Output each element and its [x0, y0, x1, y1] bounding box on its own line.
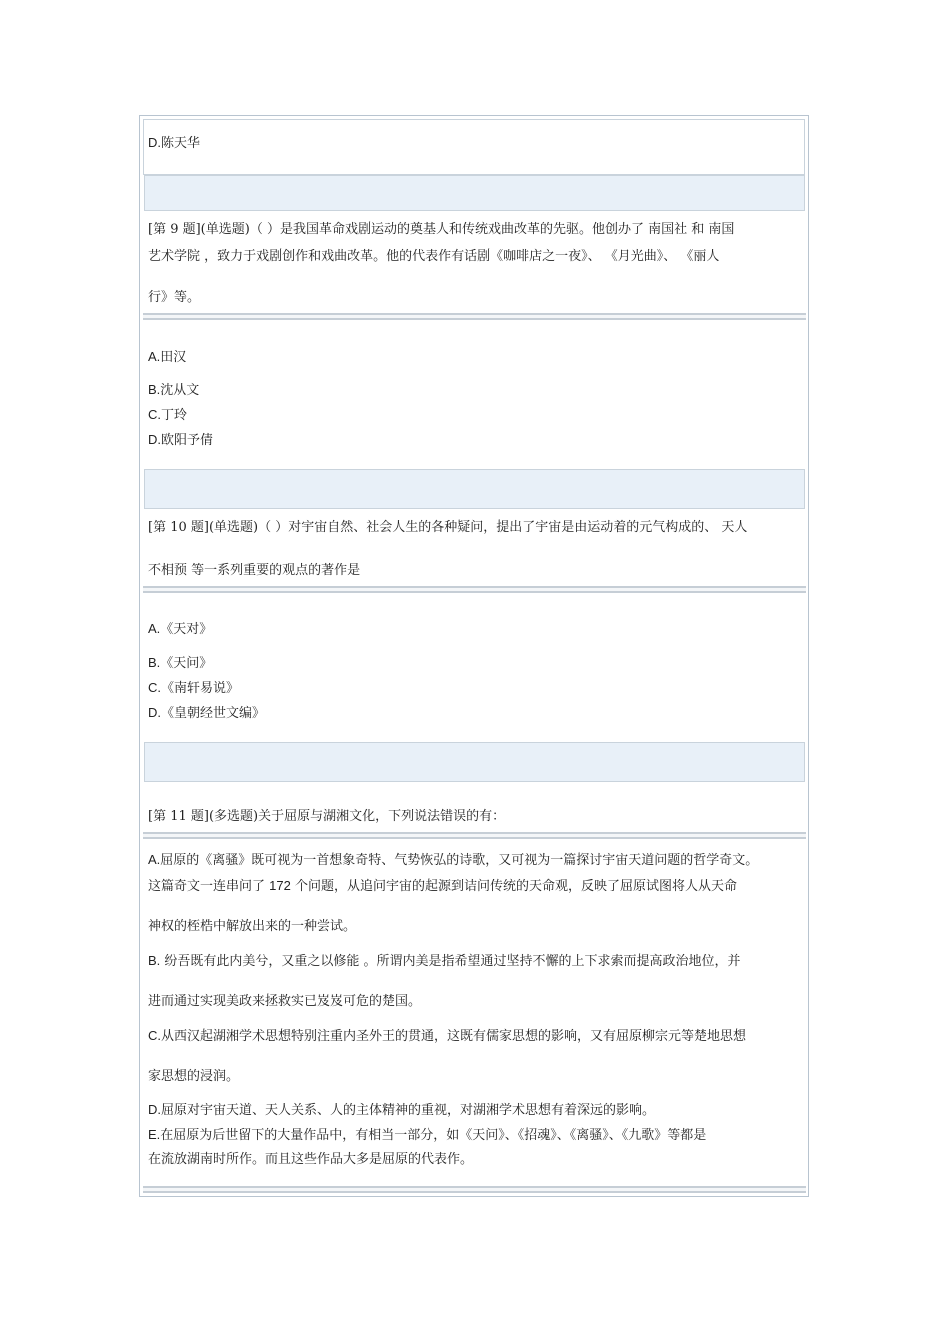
q9-divider [143, 313, 806, 320]
q10-feedback-bar [144, 742, 805, 782]
q8-answer-box [143, 119, 805, 175]
q8-option-d[interactable]: D.陈天华 [148, 135, 201, 151]
q9-stem-line3: 行》等。 [148, 290, 201, 305]
q11-option-a-line1[interactable]: A.屈原的《离骚》既可视为一首想象奇特、气势恢弘的诗歌，又可视为一篇探讨宇宙天道问题的哲学奇文。 [148, 852, 759, 868]
q10-divider [143, 586, 806, 593]
q10-stem-line2: 不相预 等一系列重要的观点的著作是 [148, 563, 361, 578]
q10-option-b[interactable]: B.《天问》 [148, 655, 213, 671]
q11-stem-line1: [第 11 题](多选题)关于屈原与湖湘文化，下列说法错误的有： [148, 809, 506, 824]
q9-stem-line2: 艺术学院 ，致力于戏剧创作和戏曲改革。他的代表作有话剧《咖啡店之一夜》、 《月光曲》、 《丽人 [148, 249, 720, 264]
q9-option-a[interactable]: A.田汉 [148, 349, 187, 365]
q9-option-d[interactable]: D.欧阳予倩 [148, 432, 214, 448]
q11-option-b-line2: 进而通过实现美政来拯救实已岌岌可危的楚国。 [148, 994, 422, 1009]
q11-option-a-line2: 这篇奇文一连串问了 172 个问题，从追问宇宙的起源到诘问传统的天命观，反映了屈原试图将人从天命 [148, 878, 737, 894]
q11-option-d[interactable]: D.屈原对宇宙天道、天人关系、人的主体精神的重视，对湖湘学术思想有着深远的影响。 [148, 1102, 656, 1118]
q11-option-b-line1[interactable]: B. 纷吾既有此内美兮，又重之以修能 。所谓内美是指希望通过坚持不懈的上下求索而提高政治地位，并 [148, 953, 741, 969]
q11-option-c-line1[interactable]: C.从西汉起湖湘学术思想特别注重内圣外王的贯通，这既有儒家思想的影响，又有屈原柳宗元等楚地思想 [148, 1028, 747, 1044]
q9-stem-line1: [第 9 题](单选题)（ ）是我国革命戏剧运动的奠基人和传统戏曲改革的先驱。他创办了 南国社 和 南国 [148, 222, 735, 237]
q11-bottom-divider [143, 1186, 806, 1193]
q9-feedback-bar [144, 469, 805, 509]
q10-stem-line1: [第 10 题](单选题)（ ）对宇宙自然、社会人生的各种疑问，提出了宇宙是由运动着的元气构成的、 天人 [148, 520, 748, 535]
q11-divider [143, 832, 806, 839]
q11-option-a-line3: 神权的桎梏中解放出来的一种尝试。 [148, 919, 357, 934]
q10-option-a[interactable]: A.《天对》 [148, 621, 213, 637]
q11-option-e-line1[interactable]: E.在屈原为后世留下的大量作品中，有相当一部分，如《天问》、《招魂》、《离骚》、《九歌》等都是 [148, 1127, 707, 1143]
q10-option-c[interactable]: C.《南轩易说》 [148, 680, 240, 696]
q10-option-d[interactable]: D.《皇朝经世文编》 [148, 705, 266, 721]
q8-feedback-bar [144, 175, 805, 211]
q11-option-e-line2: 在流放湖南时所作。而且这些作品大多是屈原的代表作。 [148, 1152, 474, 1167]
q11-option-c-line2: 家思想的浸润。 [148, 1069, 240, 1084]
q9-option-b[interactable]: B.沈从文 [148, 382, 200, 398]
q9-option-c[interactable]: C.丁玲 [148, 407, 188, 423]
